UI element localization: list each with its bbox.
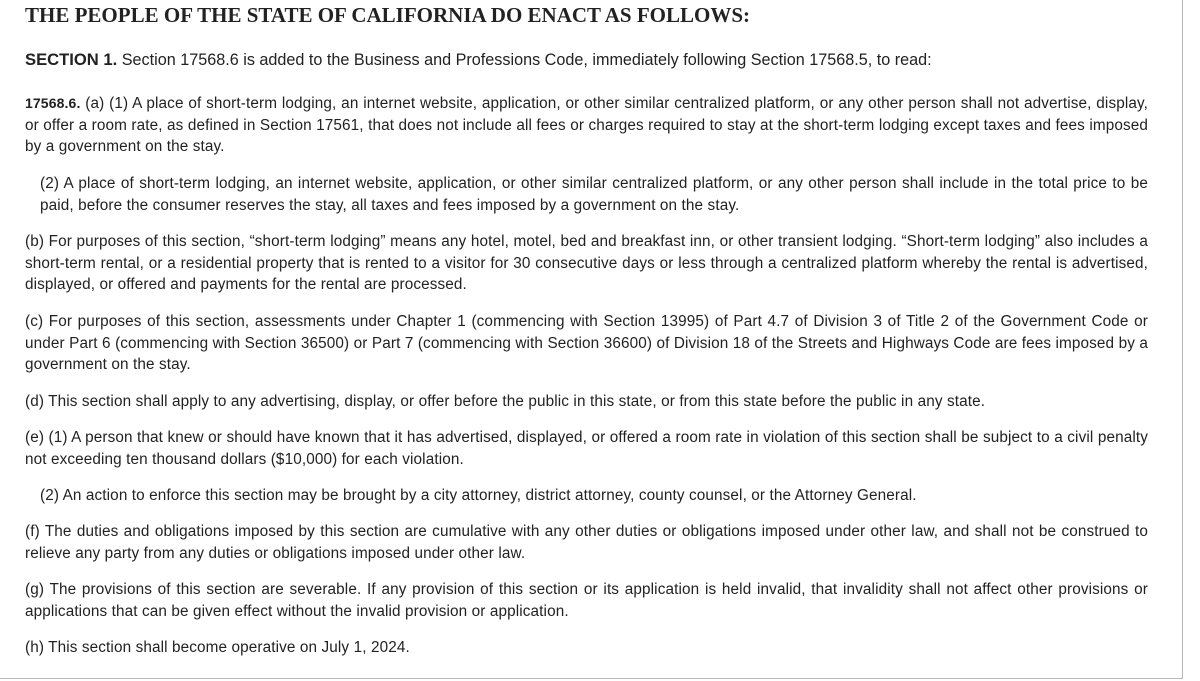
subdivision-b: (b) For purposes of this section, “short-term lodging” means any hotel, motel, bed and breakfast inn, or other transient lodging. “Short-term lodging” also includes a short-term rental, or a residential property that is rented to a visitor for 30 consecutive days or less through a centralized platform whereby the rental is advertised, displayed, or offered and payments for the rental are processed. — [25, 233, 1148, 294]
section-number: 17568.6. — [25, 95, 81, 111]
section-1-header — [25, 49, 932, 71]
subdivision-a-2: (2) A place of short-term lodging, an internet website, application, or other similar centralized platform, or any other person shall include in the total price to be paid, before the consumer reserves the stay, all taxes and fees imposed by a government on the stay. — [40, 175, 1148, 214]
subdivision-a-1 — [25, 93, 1148, 158]
subdivision-f: (f) The duties and obligations imposed by this section are cumulative with any other duties or obligations imposed under other law, and shall not be construed to relieve any party from any duties or obligations imposed under other law. — [25, 523, 1148, 562]
subdivision-c: (c) For purposes of this section, assessments under Chapter 1 (commencing with Section 13995) of Part 4.7 of Division 3 of Title 2 of the Government Code or under Part 6 (commencing with Section 36500) or Part 7 (commencing with Section 36600) of Division 18 of the Streets and Highways Code are fees imposed by a government on the stay. — [25, 313, 1148, 374]
section-label: SECTION 1. — [25, 50, 118, 69]
enacting-clause-heading: THE PEOPLE OF THE STATE OF CALIFORNIA DO ENACT AS FOLLOWS: — [25, 3, 751, 27]
subdivision-d: (d) This section shall apply to any advertising, display, or offer before the public in this state, or from this state before the public in any state. — [25, 393, 986, 410]
section-intro-text: Section 17568.6 is added to the Business and Professions Code, immediately following Section 17568.5, to read: — [121, 51, 932, 69]
subdivision-e-2: (2) An action to enforce this section may be brought by a city attorney, district attorney, county counsel, or the Attorney General. — [40, 487, 917, 504]
subdivision-g: (g) The provisions of this section are severable. If any provision of this section or its application is held invalid, that invalidity shall not affect other provisions or applications that can be given effect without the invalid provision or application. — [25, 581, 1148, 620]
subdivision-e-1: (e) (1) A person that knew or should have known that it has advertised, displayed, or offered a room rate in violation of this section shall be subject to a civil penalty not exceeding ten thousand dollars ($10,000) for each violation. — [25, 429, 1148, 468]
subdivision-h: (h) This section shall become operative on July 1, 2024. — [25, 639, 410, 656]
subdivision-a-1-text: (a) (1) A place of short-term lodging, an internet website, application, or other similar centralized platform, or any other person shall not advertise, display, or offer a room rate, as defined in Section 17561, that does not include all fees or charges required to stay at the short-term lodging except taxes and fees imposed by a government on the stay. — [25, 95, 1148, 156]
